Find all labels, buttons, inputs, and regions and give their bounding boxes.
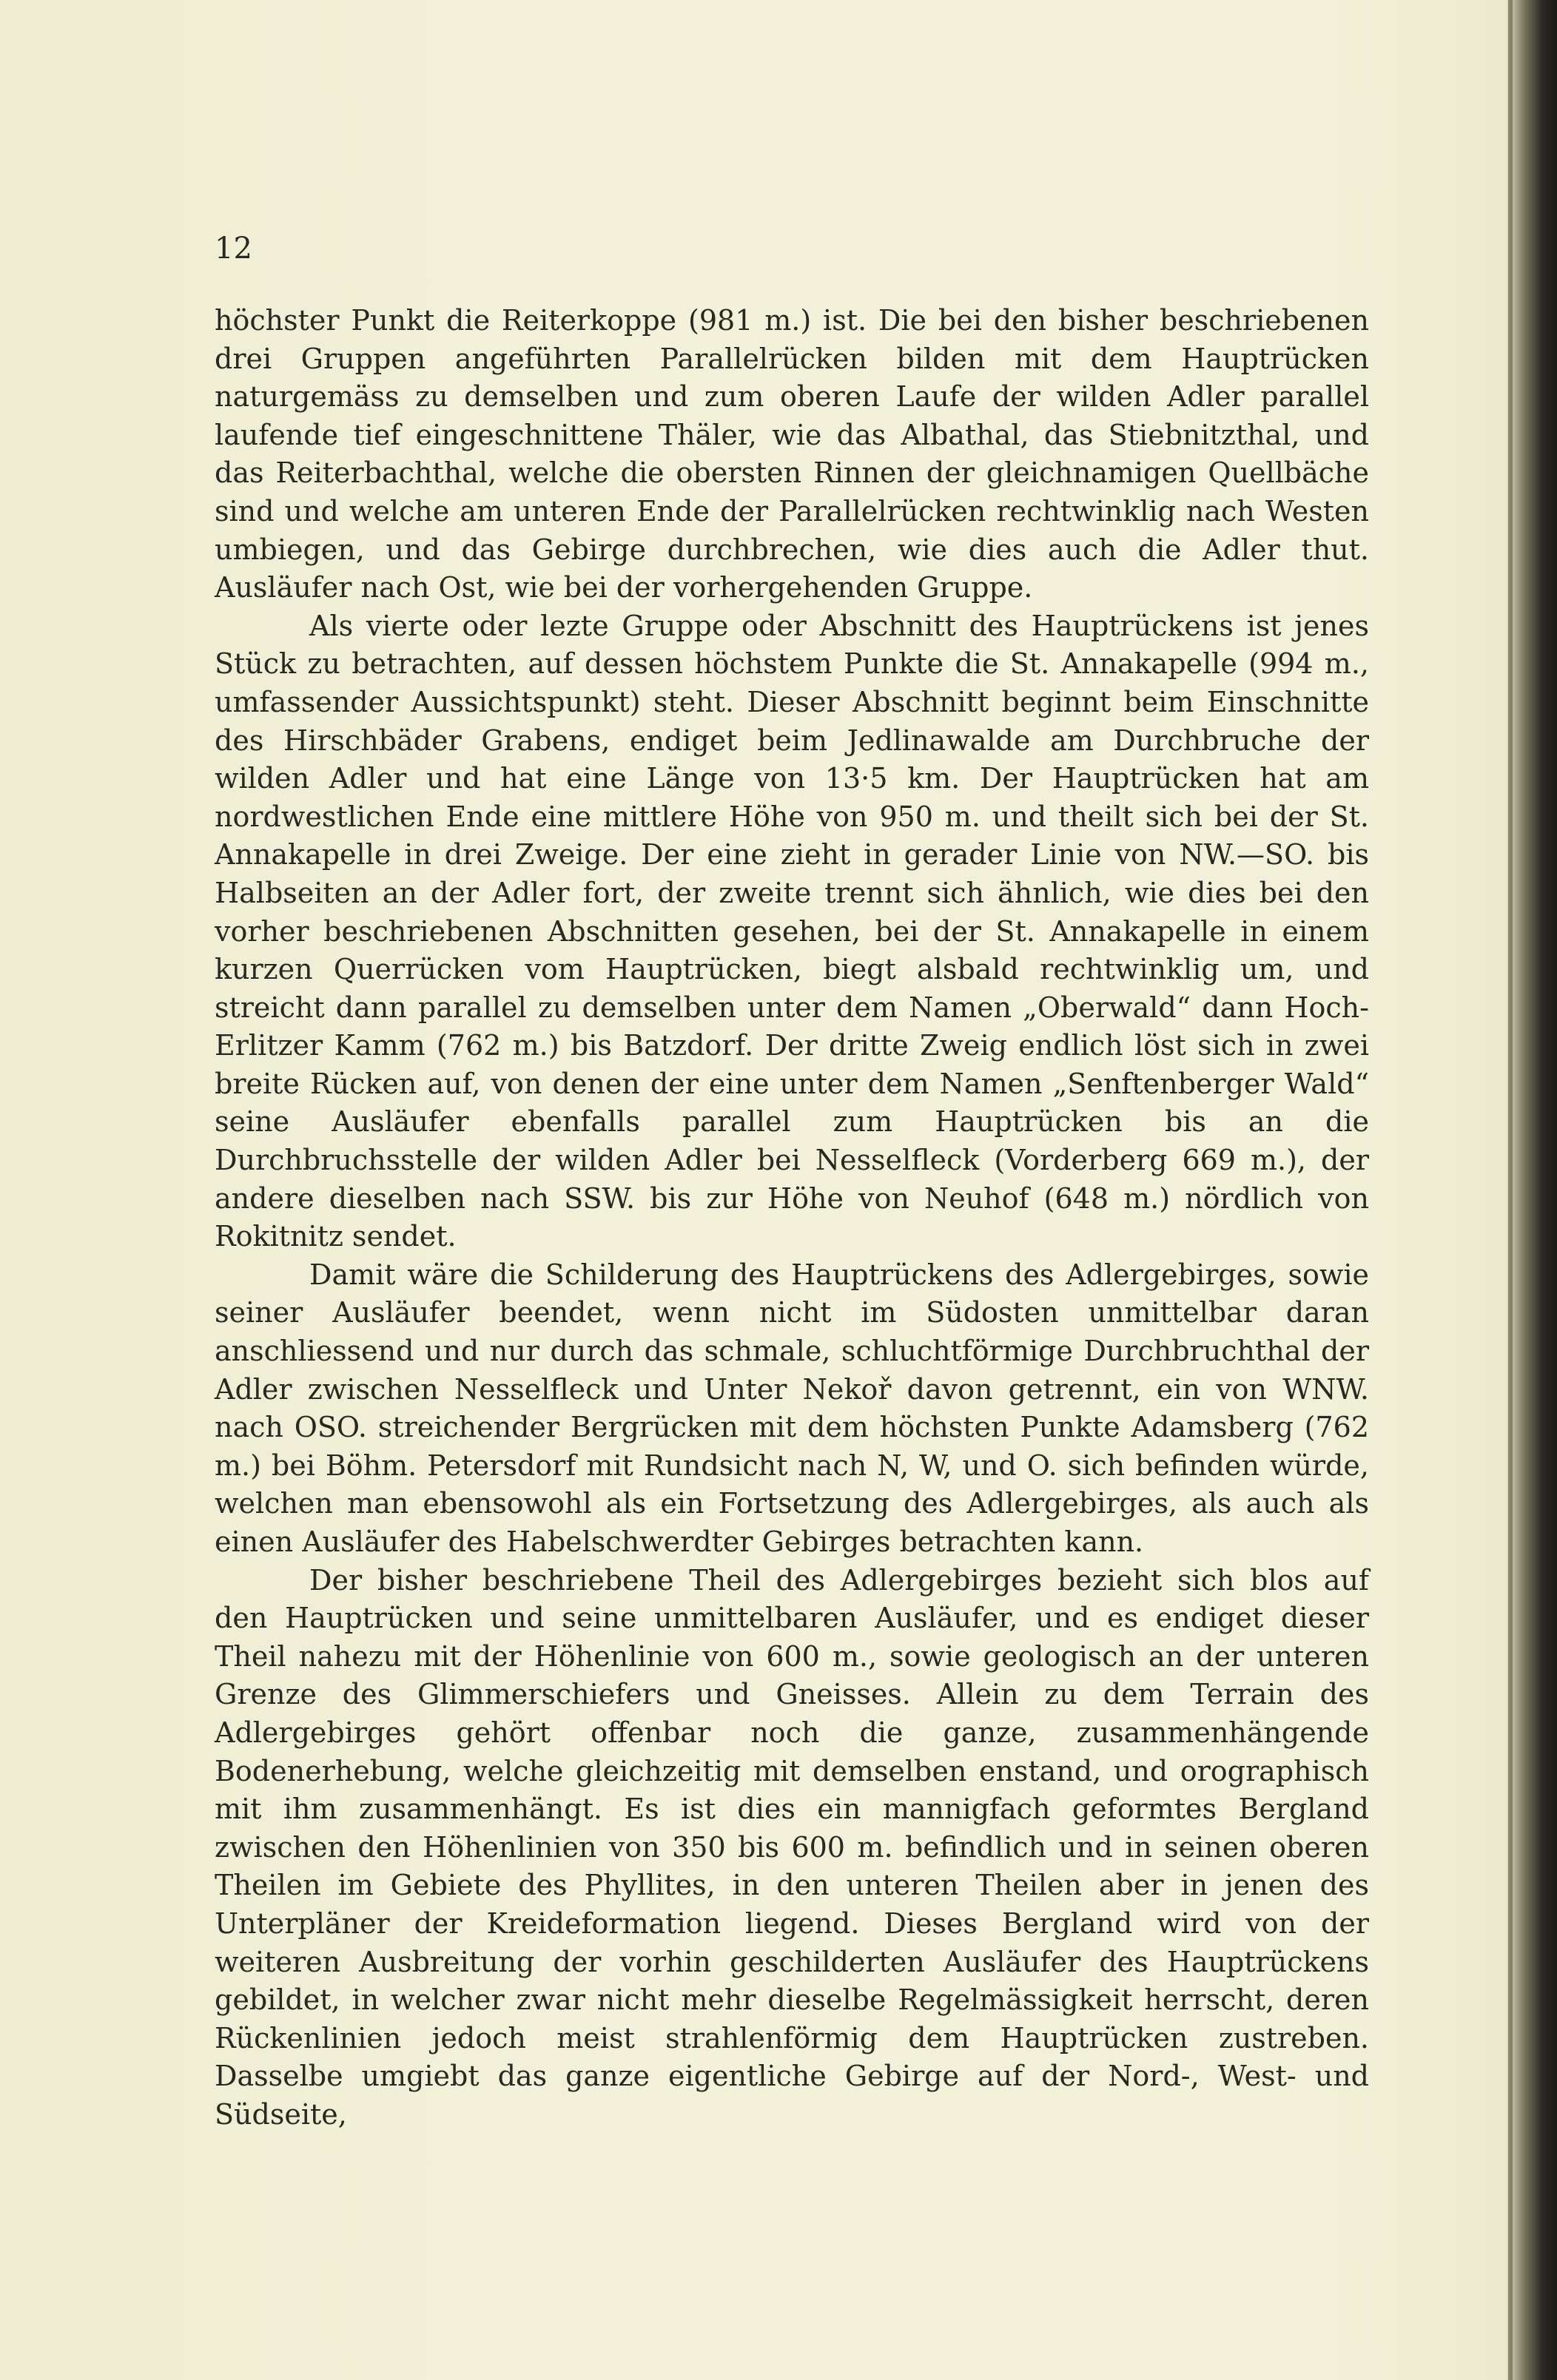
paragraph-2: Als vierte oder lezte Gruppe oder Abschnitt des Hauptrückens ist jenes Stück zu betrachten, auf dessen höchstem Punkte die St. Annakapelle (994 m., umfassender Aussichtspunkt) steht. Dieser Abschnitt beginnt beim Einschnitte des Hirschbäder Grabens, endiget beim Jedlinawalde am Durchbruche der wilden Adler und hat eine Länge von 13·5 km. Der Hauptrücken hat am nordwestlichen Ende eine mittlere Höhe von 950 m. und theilt sich bei der St. Annakapelle in drei Zweige. Der eine zieht in gerader Linie von NW.—SO. bis Halbseiten an der Adler fort, der zweite trennt sich ähnlich, wie dies bei den vorher beschriebenen Abschnitten gesehen, bei der St. Annakapelle in einem kurzen Querrücken vom Hauptrücken, biegt alsbald rechtwinklig um, und streicht dann parallel zu demselben unter dem Namen „Oberwald“ dann Hoch-Erlitzer Kamm (762 m.) bis Batzdorf. Der dritte Zweig endlich löst sich in zwei breite Rücken auf, von denen der eine unter dem Namen „Senftenberger Wald“ seine Ausläufer ebenfalls parallel zum Hauptrücken bis an die Durchbruchsstelle der wilden Adler bei Nesselfleck (Vorderberg 669 m.), der andere dieselben nach SSW. bis zur Höhe von Neuhof (648 m.) nördlich von Rokitnitz sendet. (215, 609, 1369, 1253)
paragraph-4: Der bisher beschriebene Theil des Adlergebirges bezieht sich blos auf den Hauptrücken und seine unmittelbaren Ausläufer, und es endiget dieser Theil nahezu mit der Höhenlinie von 600 m., sowie geologisch an der unteren Grenze des Glimmerschiefers und Gneisses. Allein zu dem Terrain des Adlergebirges gehört offenbar noch die ganze, zusammenhängende Bodenerhebung, welche gleichzeitig mit demselben enstand, und orographisch mit ihm zusammenhängt. Es ist dies ein mannigfach geformtes Bergland zwischen den Höhenlinien von 350 bis 600 m. befindlich und in seinen oberen Theilen im Gebiete des Phyllites, in den unteren Theilen aber in jenen des Unterpläner der Kreideformation liegend. Dieses Bergland wird von der weiteren Ausbreitung der vorhin geschilderten Ausläufer des Hauptrückens gebildet, in welcher zwar nicht mehr dieselbe Regelmässigkeit herrscht, deren Rückenlinien jedoch meist strahlenförmig dem Hauptrücken zustreben. Dasselbe umgiebt das ganze eigentliche Gebirge auf der Nord-, West- und Südseite, (215, 1563, 1369, 2131)
page-number: 12 (215, 232, 252, 266)
body-text (215, 302, 1369, 2134)
book-binding-shadow (1507, 0, 1557, 2380)
book-binding-edge (1508, 0, 1513, 2380)
paragraph-3: Damit wäre die Schilderung des Hauptrückens des Adlergebirges, sowie seiner Ausläufer beendet, wenn nicht im Südosten unmittelbar daran anschliessend und nur durch das schmale, schluchtförmige Durchbruchthal der Adler zwischen Nesselfleck und Unter Nekoř davon getrennt, ein von WNW. nach OSO. streichender Bergrücken mit dem höchsten Punkte Adamsberg (762 m.) bei Böhm. Petersdorf mit Rundsicht nach N, W, und O. sich befinden würde, welchen man ebensowohl als ein Fortsetzung des Adlergebirges, als auch als einen Ausläufer des Habelschwerdter Gebirges betrachten kann. (215, 1258, 1369, 1558)
paragraph-1: höchster Punkt die Reiterkoppe (981 m.) ist. Die bei den bisher beschriebenen drei Gruppen angeführten Parallelrücken bilden mit dem Hauptrücken naturgemäss zu demselben und zum oberen Laufe der wilden Adler parallel laufende tief eingeschnittene Thäler, wie das Albathal, das Stiebnitzthal, und das Reiterbachthal, welche die obersten Rinnen der gleichnamigen Quellbäche sind und welche am unteren Ende der Parallelrücken rechtwinklig nach Westen umbiegen, und das Gebirge durchbrechen, wie dies auch die Adler thut. Ausläufer nach Ost, wie bei der vorhergehenden Gruppe. (215, 304, 1369, 604)
